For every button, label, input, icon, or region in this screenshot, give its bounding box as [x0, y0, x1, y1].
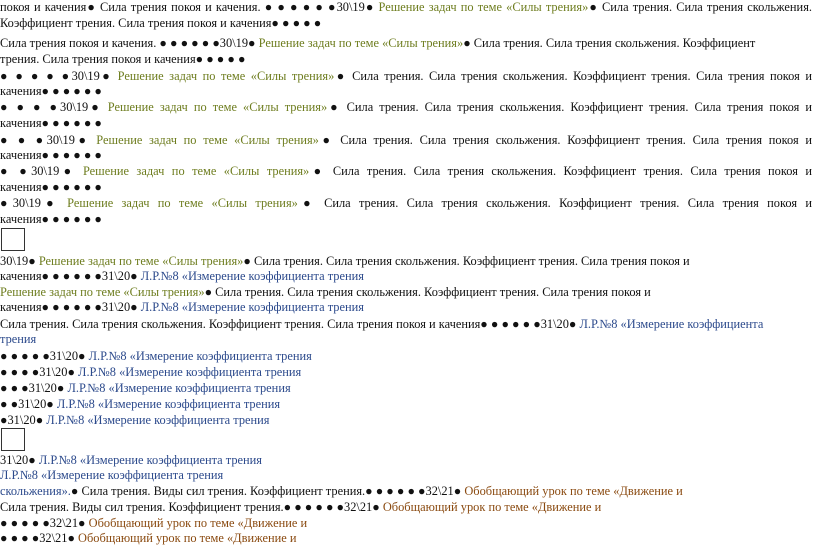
lab-work-link[interactable]: трения: [0, 332, 37, 346]
line-text: ● ●31\20●: [0, 397, 54, 411]
lesson-topic-link[interactable]: Решение задач по теме «Силы трения»: [75, 164, 310, 178]
line-text: ● Сила трения. Сила трения скольжения. Коэффициент: [463, 36, 756, 50]
text-line-18: [0, 317, 816, 332]
lab-work-link[interactable]: скольжения».: [0, 484, 71, 498]
text-line-25: [0, 453, 816, 468]
text-line-26: [0, 468, 816, 483]
text-line-11: [0, 180, 816, 195]
line-text: ● Сила трения. Сила трения скольжения. Коэффициент трения. Сила трения покоя и: [297, 196, 812, 210]
text-line-0: [0, 0, 812, 15]
text-line-4: [0, 69, 812, 84]
line-text: Коэффициент трения. Сила трения покоя и качения● ● ● ● ●: [0, 16, 322, 30]
text-line-17: [0, 300, 816, 315]
line-text: ● Сила трения. Сила трения скольжения. Коэффициент трения. Сила трения покоя и: [334, 69, 812, 83]
text-line-28: [0, 500, 816, 515]
text-line-5: [0, 84, 816, 99]
text-line-24: [0, 413, 816, 428]
lesson-topic-link[interactable]: Решение задач по теме «Силы трения»: [0, 285, 205, 299]
text-line-2: [0, 36, 816, 51]
text-line-15: [0, 269, 816, 284]
empty-table-cell: [1, 428, 25, 451]
lab-work-link[interactable]: Л.Р.№8 «Измерение коэффициента трения: [0, 468, 224, 482]
line-text: качения● ● ● ● ● ●: [0, 84, 102, 98]
text-line-12: [0, 196, 812, 211]
text-line-1: [0, 16, 816, 31]
line-text: качения● ● ● ● ● ●: [0, 212, 102, 226]
text-line-9: [0, 148, 816, 163]
line-text: Сила трения покоя и качения. ● ● ● ● ● ●30\19●: [0, 36, 256, 50]
text-line-14: [0, 254, 816, 269]
lesson-topic-link[interactable]: Решение задач по теме «Силы трения»: [35, 254, 244, 268]
lab-work-link[interactable]: Л.Р.№8 «Измерение коэффициента трения: [35, 453, 263, 467]
line-text: Сила трения покоя и качения. ● ● ● ● ● ●30\19●: [100, 0, 375, 14]
summary-lesson-link[interactable]: Обобщающий урок по теме «Движение и: [85, 516, 308, 530]
text-line-13: [0, 212, 816, 227]
text-line-27: [0, 484, 816, 499]
line-text: качения● ● ● ● ● ●: [0, 180, 102, 194]
line-text: ● Сила трения. Сила трения скольжения. Коэффициент трения. Сила трения покоя и: [327, 100, 812, 114]
lab-work-link[interactable]: Л.Р.№8 «Измерение коэффициента: [576, 317, 764, 331]
lab-work-link[interactable]: Л.Р.№8 «Измерение коэффициента трения: [137, 300, 364, 314]
line-text: трения. Сила трения покоя и качения● ● ● ● ●: [0, 52, 246, 66]
line-text: качения● ● ● ● ● ●: [0, 148, 102, 162]
text-line-19: [0, 332, 816, 347]
line-text: ● ● ● ● ●30\19●: [0, 69, 113, 83]
line-text: качения● ● ● ● ● ●: [0, 116, 102, 130]
text-line-6: [0, 100, 812, 115]
text-line-3: [0, 52, 816, 67]
line-text: 30\19●: [0, 254, 36, 268]
line-text: ● ● ● ●32\21●: [0, 531, 75, 545]
line-text: ● Сила трения. Сила трения скольжения. Коэффициент трения. Сила трения покоя и: [309, 164, 812, 178]
line-text: ●31\20●: [0, 413, 44, 427]
lab-work-link[interactable]: Л.Р.№8 «Измерение коэффициента трения: [53, 397, 281, 411]
line-text: ● ● ● ●31\20●: [0, 365, 75, 379]
line-text: ● Сила трения. Сила трения скольжения. Коэффициент трения. Сила трения покоя и: [204, 285, 651, 299]
lab-work-link[interactable]: Л.Р.№8 «Измерение коэффициента трения: [137, 269, 364, 283]
lab-work-link[interactable]: Л.Р.№8 «Измерение коэффициента трения: [43, 413, 270, 427]
empty-table-cell: [1, 228, 25, 251]
lesson-topic-link[interactable]: Решение задач по теме «Силы трения»: [101, 100, 328, 114]
line-text: качения● ● ● ● ● ●31\20●: [0, 269, 138, 283]
text-line-29: [0, 516, 816, 531]
lab-work-link[interactable]: Л.Р.№8 «Измерение коэффициента трения: [64, 381, 291, 395]
text-line-10: [0, 164, 812, 179]
summary-lesson-link[interactable]: Обобщающий урок по теме «Движение и: [379, 500, 602, 514]
text-line-8: [0, 133, 812, 148]
summary-lesson-link[interactable]: Обобщающий урок по теме «Движение и: [461, 484, 683, 498]
lab-work-link[interactable]: Л.Р.№8 «Измерение коэффициента трения: [74, 365, 302, 379]
bullet-dots: ●: [86, 0, 101, 14]
line-text: ● Сила трения. Виды сил трения. Коэффициент трения.● ● ● ● ● ●32\21●: [70, 484, 462, 498]
line-text: ● Сила трения. Сила трения скольжения.: [588, 0, 812, 14]
lesson-topic-link[interactable]: Решение задач по теме «Силы трения»: [89, 133, 319, 147]
line-text: ●30\19●: [0, 196, 59, 210]
text-line-21: [0, 365, 816, 380]
line-text: качения● ● ● ● ● ●31\20●: [0, 300, 138, 314]
line-text: Сила трения. Виды сил трения. Коэффициент трения.● ● ● ● ● ●32\21●: [0, 500, 380, 514]
line-text: Сила трения. Сила трения скольжения. Коэффициент трения. Сила трения покоя и качения● ● ● ● ● ●31\20●: [0, 317, 577, 331]
line-text: ● ●30\19●: [0, 164, 76, 178]
lesson-topic-link[interactable]: Решение задач по теме «Силы трения»: [374, 0, 589, 14]
line-text: ● ● ●31\20●: [0, 381, 65, 395]
line-text: 31\20●: [0, 453, 36, 467]
line-text: ● ● ● ● ●31\20●: [0, 349, 86, 363]
lab-work-link[interactable]: Л.Р.№8 «Измерение коэффициента трения: [85, 349, 312, 363]
text-line-7: [0, 116, 816, 131]
line-text: ● ● ● ● ●32\21●: [0, 516, 86, 530]
text-line-20: [0, 349, 816, 364]
line-text: ● ● ● ●30\19●: [0, 100, 102, 114]
lesson-topic-link[interactable]: Решение задач по теме «Силы трения»: [58, 196, 298, 210]
line-text: ● Сила трения. Сила трения скольжения. Коэффициент трения. Сила трения покоя и: [318, 133, 812, 147]
text-line-22: [0, 381, 816, 396]
line-text: покоя и качения: [0, 0, 87, 14]
lesson-topic-link[interactable]: Решение задач по теме «Силы трения»: [255, 36, 464, 50]
line-text: ● Сила трения. Сила трения скольжения. Коэффициент трения. Сила трения покоя и: [243, 254, 690, 268]
line-text: ● ● ●30\19●: [0, 133, 90, 147]
text-line-23: [0, 397, 816, 412]
text-line-30: [0, 531, 816, 546]
summary-lesson-link[interactable]: Обобщающий урок по теме «Движение и: [74, 531, 297, 545]
lesson-topic-link[interactable]: Решение задач по теме «Силы трения»: [112, 69, 335, 83]
text-line-16: [0, 285, 816, 300]
